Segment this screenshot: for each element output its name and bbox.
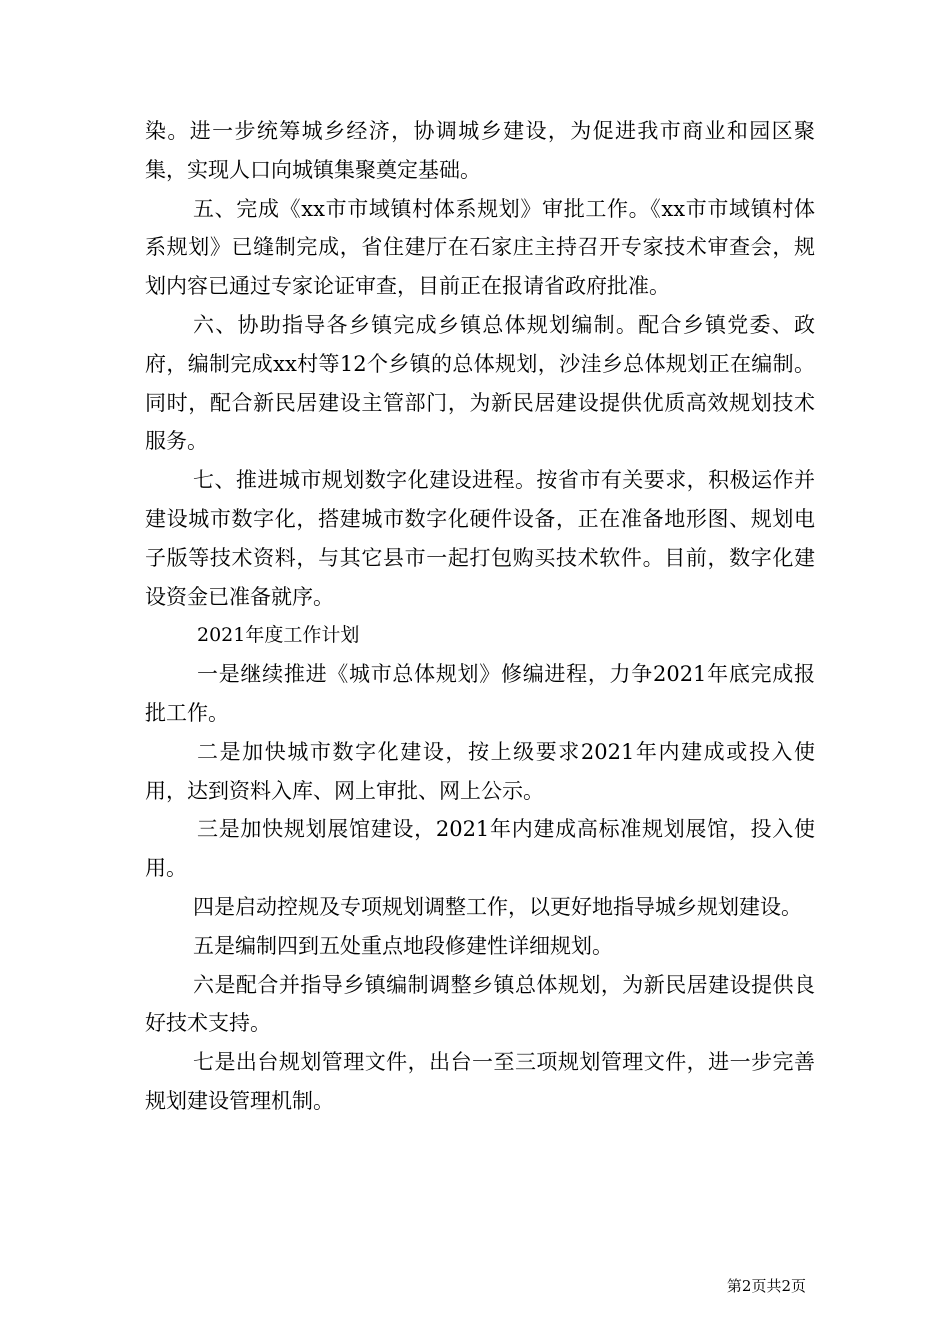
plan-item-2: 二是加快城市数字化建设，按上级要求2021年内建成或投入使用，达到资料入库、网上审批、网上公示。 — [145, 739, 815, 803]
plan-item-4: 四是启动控规及专项规划调整工作，以更好地指导城乡规划建设。 — [193, 894, 802, 919]
plan-item-5: 五是编制四到五处重点地段修建性详细规划。 — [193, 933, 613, 958]
paragraph-continuation: 染。进一步统筹城乡经济，协调城乡建设，为促进我市商业和园区聚集，实现人口向城镇集聚奠定基础。 — [145, 119, 815, 182]
section-heading-plan: 2021年度工作计划 — [197, 624, 360, 647]
plan-item-7: 七是出台规划管理文件，出台一至三项规划管理文件，进一步完善规划建设管理机制。 — [145, 1050, 815, 1113]
plan-item-1: 一是继续推进《城市总体规划》修编进程，力争2021年底完成报批工作。 — [145, 662, 815, 725]
plan-item-6: 六是配合并指导乡镇编制调整乡镇总体规划，为新民居建设提供良好技术支持。 — [145, 972, 815, 1036]
paragraph-item-6: 六、协助指导各乡镇完成乡镇总体规划编制。配合乡镇党委、政府，编制完成xx村等12个乡镇的总体规划，沙洼乡总体规划正在编制。同时，配合新民居建设主管部门，为新民居建设提供优质高效规划技术服务。 — [145, 312, 815, 454]
paragraph-item-7: 七、推进城市规划数字化建设进程。按省市有关要求，积极运作并建设城市数字化，搭建城市数字化硬件设备，正在准备地形图、规划电子版等技术资料，与其它县市一起打包购买技术软件。目前，数字化建设资金已准备就序。 — [145, 468, 815, 609]
page-number-footer: 第2页共2页 — [726, 1277, 806, 1295]
document-body — [145, 112, 815, 1121]
paragraph-item-5: 五、完成《xx市市域镇村体系规划》审批工作。《xx市市域镇村体系规划》已缝制完成，省住建厅在石家庄主持召开专家技术审查会，规划内容已通过专家论证审查，目前正在报请省政府批准。 — [145, 196, 815, 299]
plan-item-3: 三是加快规划展馆建设，2021年内建成高标准规划展馆，投入使用。 — [145, 817, 815, 881]
